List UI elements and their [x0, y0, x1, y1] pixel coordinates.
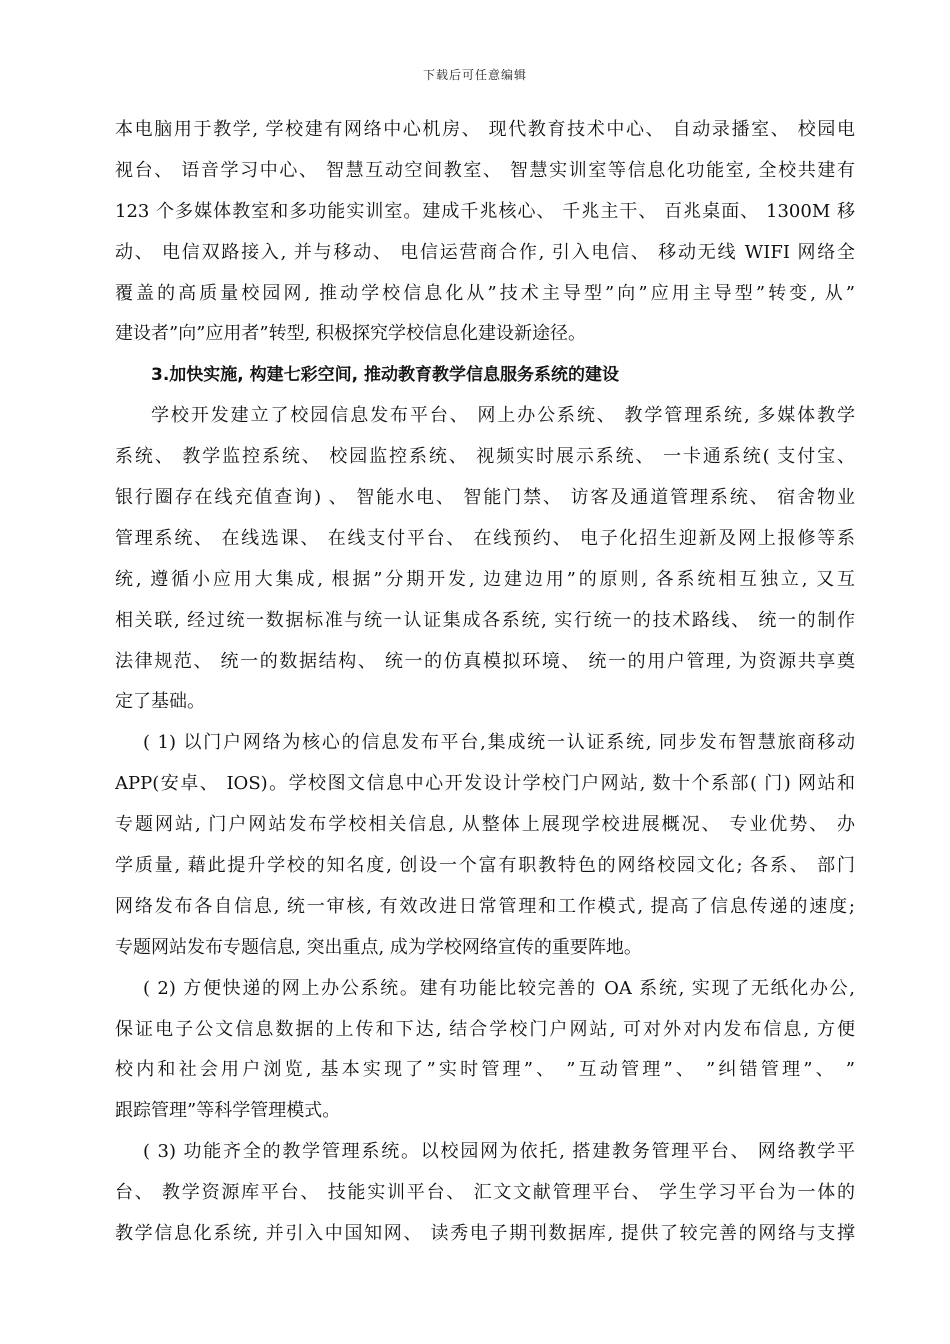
text-line: 统, 遵循小应用大集成, 根据”分期开发, 边建边用”的原则, 各系统相互独立, 又互 — [115, 568, 855, 590]
text-line: 定了基础。 — [115, 691, 205, 713]
text-line: 网络发布各自信息, 统一审核, 有效改进日常管理和工作模式, 提高了信息传递的速度; — [115, 895, 855, 917]
text-line: ( 3) 功能齐全的教学管理系统。以校园网为依托, 搭建教务管理平台、 网络教学平 — [143, 1141, 855, 1163]
text-line: 学质量, 藉此提升学校的知名度, 创设一个富有职教特色的网络校园文化; 各系、 部门 — [115, 855, 855, 877]
text-line: APP(安卓、 IOS)。学校图文信息中心开发设计学校门户网站, 数十个系部( 门) 网站和 — [115, 773, 855, 795]
text-line: 覆盖的高质量校园网, 推动学校信息化从”技术主导型”向”应用主导型”转变, 从” — [115, 282, 855, 304]
page-header: 下载后可任意编辑 — [422, 68, 527, 82]
text-line: 法律规范、 统一的数据结构、 统一的仿真模拟环境、 统一的用户管理, 为资源共享奠 — [115, 650, 855, 672]
text-line: 银行圈存在线充值查询) 、 智能水电、 智能门禁、 访客及通道管理系统、 宿舍物业 — [115, 487, 855, 509]
document-body — [115, 110, 855, 1255]
text-line: 建设者”向”应用者”转型, 积极探究学校信息化建设新途径。 — [115, 323, 587, 345]
text-line: 123 个多媒体教室和多功能实训室。建成千兆核心、 千兆主干、 百兆桌面、 1300M 移 — [115, 200, 855, 222]
text-line: ( 2) 方便快递的网上办公系统。建有功能比较完善的 OA 系统, 实现了无纸化办公, — [143, 977, 855, 999]
text-line: 跟踪管理”等科学管理模式。 — [115, 1100, 341, 1122]
text-line: 台、 教学资源库平台、 技能实训平台、 汇文文献管理平台、 学生学习平台为一体的 — [115, 1182, 855, 1204]
text-line: 专题网站发布专题信息, 突出重点, 成为学校网络宣传的重要阵地。 — [115, 936, 642, 958]
text-line: 系统、 教学监控系统、 校园监控系统、 视频实时展示系统、 一卡通系统( 支付宝、 — [115, 446, 855, 468]
text-line: 动、 电信双路接入, 并与移动、 电信运营商合作, 引入电信、 移动无线 WIFI 网络全 — [115, 241, 855, 263]
text-line: 专题网站, 门户网站发布学校相关信息, 从整体上展现学校进展概况、 专业优势、 办 — [115, 814, 855, 836]
text-line: 视台、 语音学习中心、 智慧互动空间教室、 智慧实训室等信息化功能室, 全校共建有 — [115, 159, 855, 181]
text-line: 教学信息化系统, 并引入中国知网、 读秀电子期刊数据库, 提供了较完善的网络与支撑 — [115, 1223, 855, 1245]
text-line: 相关联, 经过统一数据标准与统一认证集成各系统, 实行统一的技术路线、 统一的制作 — [115, 609, 855, 631]
text-line: ( 1) 以门户网络为核心的信息发布平台,集成统一认证系统, 同步发布智慧旅商移动 — [143, 732, 855, 754]
text-line: 管理系统、 在线选课、 在线支付平台、 在线预约、 电子化招生迎新及网上报修等系 — [115, 527, 855, 549]
section-heading: 3.加快实施, 构建七彩空间, 推动教育教学信息服务系统的建设 — [151, 365, 620, 386]
text-line: 保证电子公文信息数据的上传和下达, 结合学校门户网站, 可对外对内发布信息, 方便 — [115, 1018, 855, 1040]
text-line: 本电脑用于教学, 学校建有网络中心机房、 现代教育技术中心、 自动录播室、 校园电 — [115, 119, 855, 140]
text-line: 学校开发建立了校园信息发布平台、 网上办公系统、 教学管理系统, 多媒体教学 — [151, 405, 855, 427]
text-line: 校内和社会用户浏览, 基本实现了”实时管理”、 ”互动管理”、 ”纠错管理”、 ” — [115, 1059, 855, 1081]
